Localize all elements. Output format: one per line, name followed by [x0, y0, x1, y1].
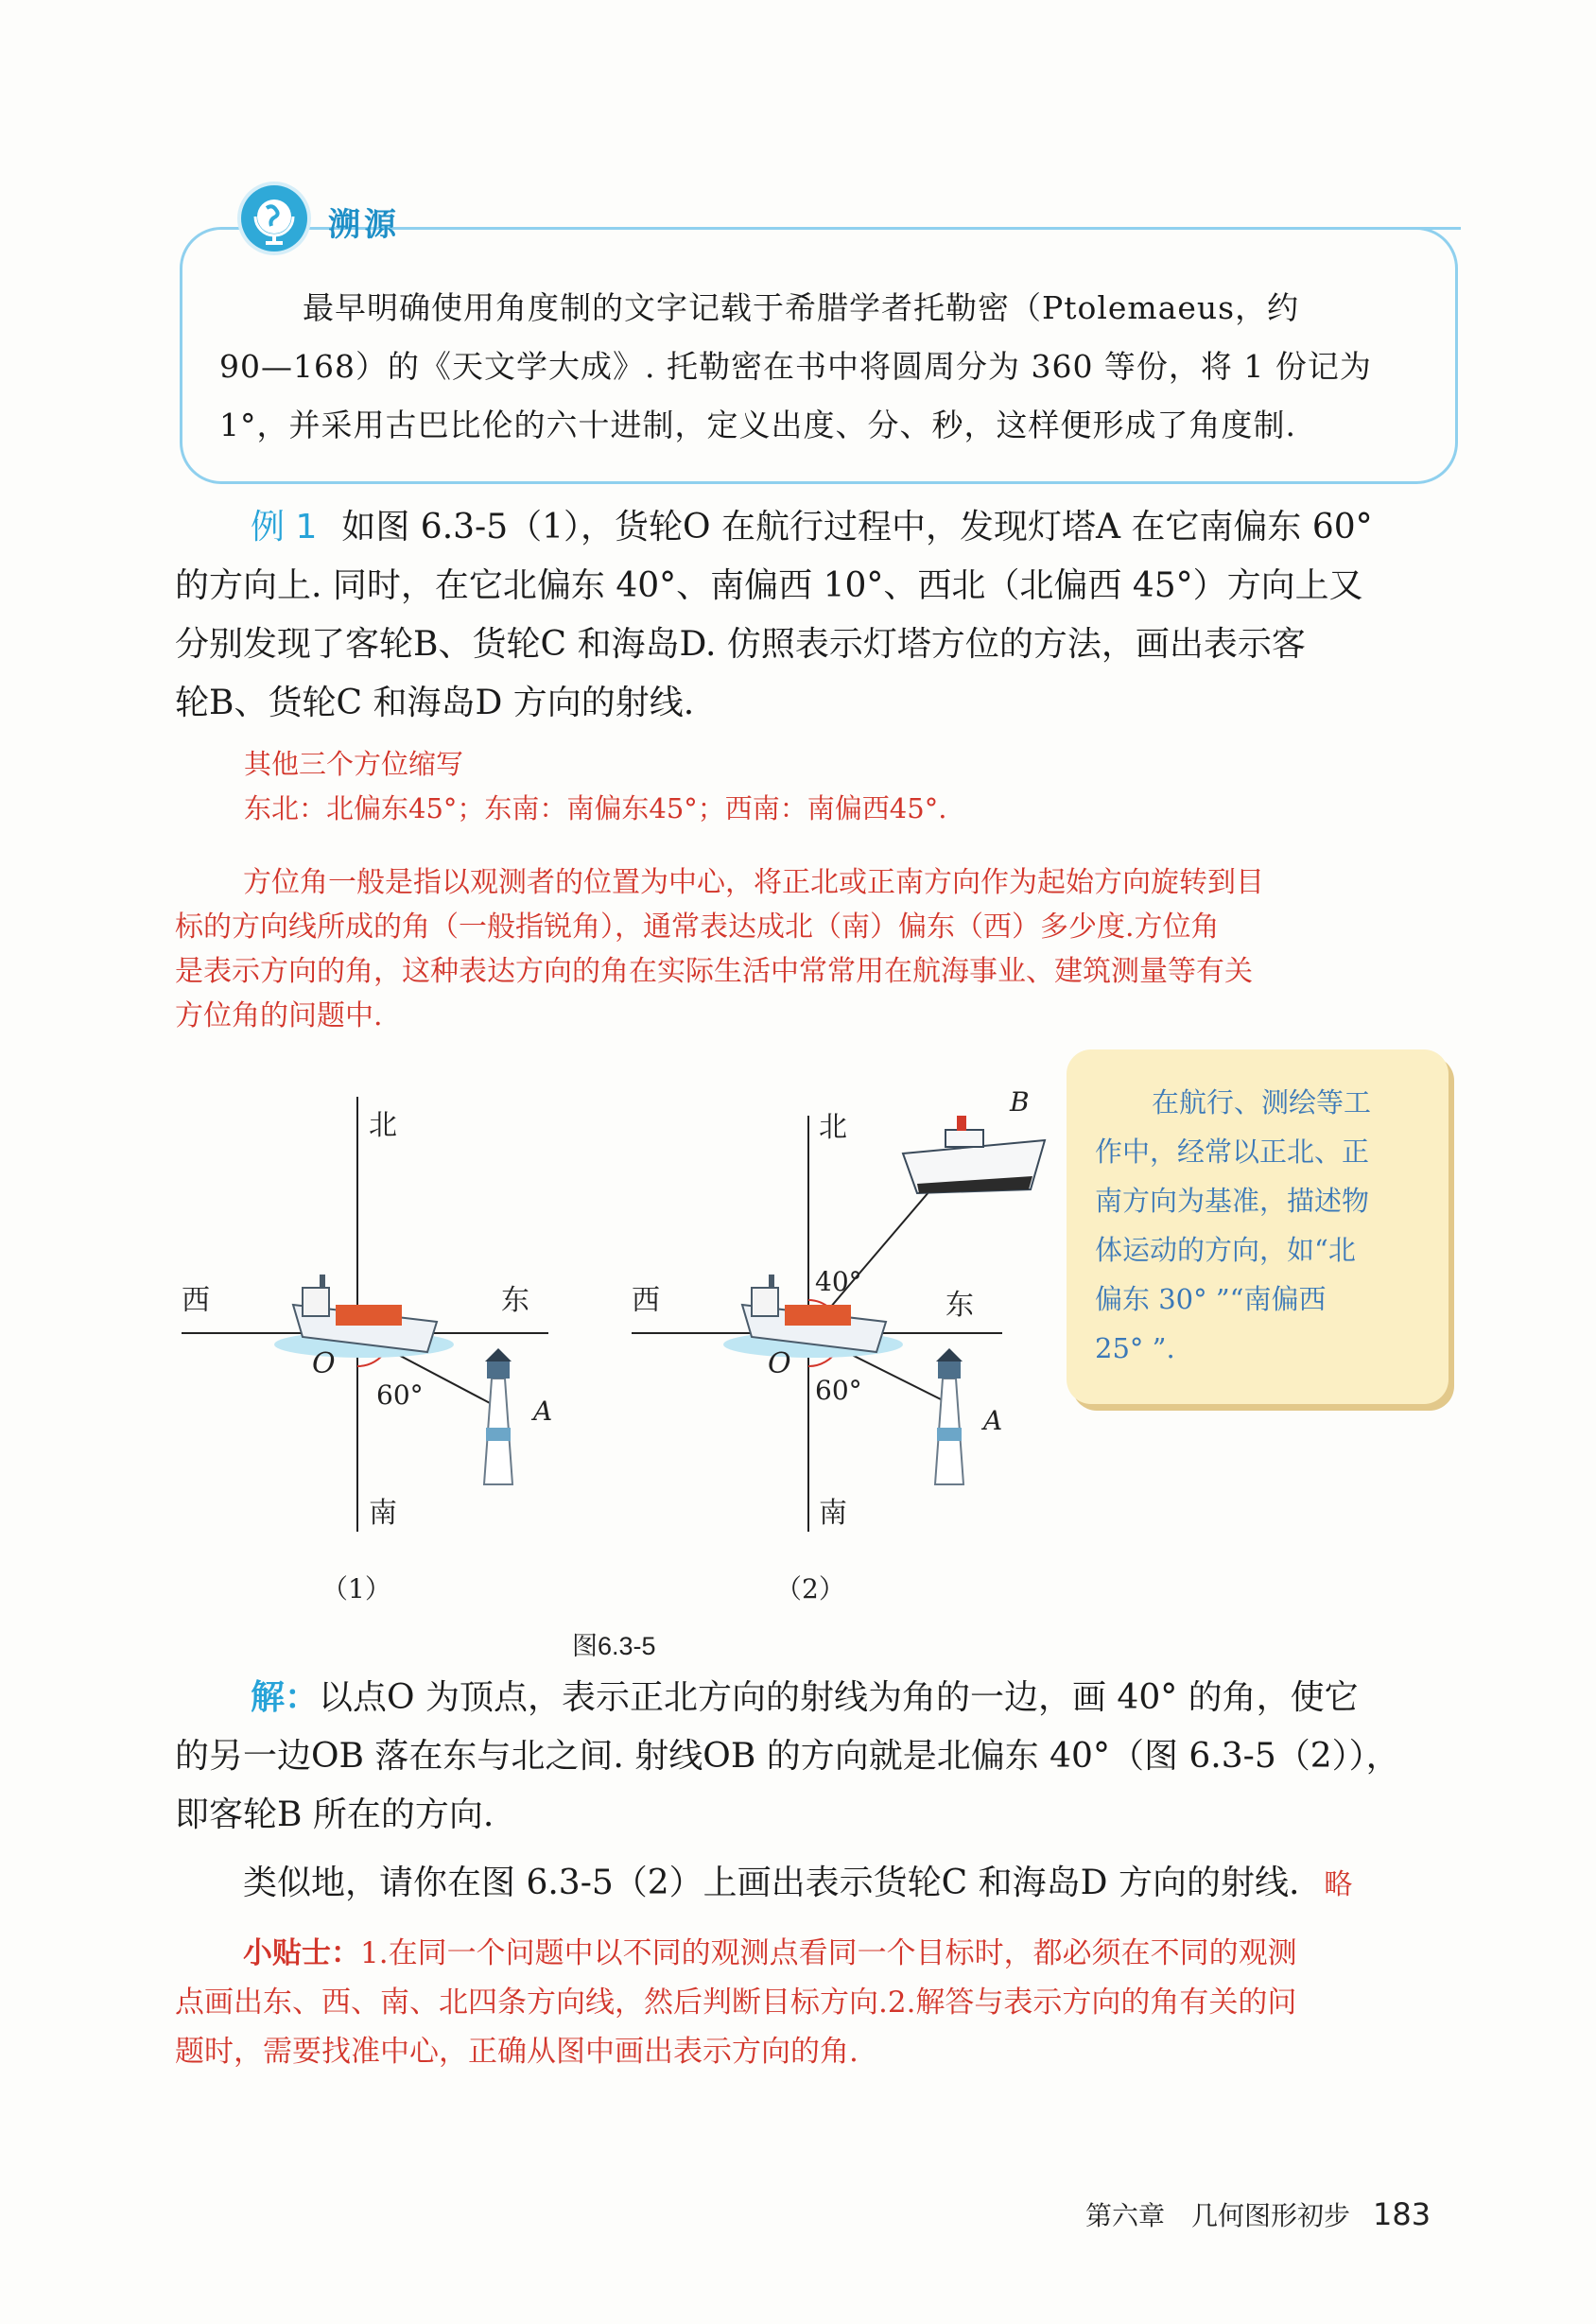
bearing-line: 是表示方向的角，这种表达方向的角在实际生活中常常用在航海事业、建筑测量等有关 [175, 955, 1253, 988]
tip-label: 小贴士： [243, 1936, 360, 1970]
example-label: 例 1 [251, 508, 318, 546]
label-north: 北 [819, 1111, 847, 1144]
history-line: 最早明确使用角度制的文字记载于希腊学者托勒密（Ptolemaeus，约 [303, 289, 1300, 326]
example-line: 轮B、货轮C 和海岛D 方向的射线. [175, 684, 695, 722]
side-note-line: 25° ”. [1095, 1332, 1175, 1364]
solution-line: 的另一边OB 落在东与北之间. 射线OB 的方向就是北偏东 40°（图 6.3-5（2））， [175, 1737, 1400, 1776]
solution [175, 1669, 1470, 1915]
cargo-ship-icon [723, 1275, 903, 1358]
figure-2 [632, 1086, 1045, 1604]
tip-line: 1.在同一个问题中以不同的观测点看同一个目标时，都必须在不同的观测 [360, 1936, 1297, 1970]
solution-label: 解： [251, 1678, 320, 1717]
lighthouse-icon [935, 1348, 963, 1484]
figure-6-3-5 [170, 1078, 1059, 1683]
label-40: 40° [815, 1266, 862, 1297]
label-o: O [768, 1347, 791, 1380]
caption-sub-1: （1） [321, 1573, 391, 1604]
label-60: 60° [376, 1379, 424, 1411]
example-line: 分别发现了客轮B、货轮C 和海岛D. 仿照表示灯塔方位的方法，画出表示客 [175, 625, 1306, 664]
side-note-line: 南方向为基准，描述物 [1095, 1185, 1370, 1217]
side-note-line: 作中，经常以正北、正 [1095, 1136, 1370, 1168]
tip-line: 点画出东、西、南、北四条方向线，然后判断目标方向.2.解答与表示方向的角有关的问 [175, 1986, 1297, 2020]
tip-line: 题时，需要找准中心，正确从图中画出表示方向的角. [175, 2035, 859, 2069]
bearing-note [175, 860, 1264, 1038]
abbrev-line: 东北：北偏东45°；东南：南偏东45°；西南：南偏西45°. [244, 792, 947, 824]
tip-note [175, 1929, 1480, 2076]
side-note-line: 在航行、测绘等工 [1152, 1086, 1372, 1119]
globe-icon [241, 185, 307, 251]
history-title: 溯源 [328, 206, 400, 244]
caption-sub-2: （2） [775, 1573, 845, 1604]
label-b: B [1010, 1086, 1030, 1118]
bearing-line: 方位角一般是指以观测者的位置为中心，将正北或正南方向作为起始方向旋转到目 [243, 866, 1264, 899]
example-1 [175, 498, 1470, 733]
label-a: A [983, 1405, 1003, 1436]
label-south: 南 [369, 1497, 397, 1530]
figure-1 [182, 1097, 552, 1604]
page-footer [1085, 2195, 1431, 2233]
abbrev-title: 其他三个方位缩写 [244, 748, 464, 780]
solution-followup: 类似地，请你在图 6.3-5（2）上画出表示货轮C 和海岛D 方向的射线. [243, 1864, 1300, 1902]
solution-line: 以点O 为顶点，表示正北方向的射线为角的一边，画 40° 的角，使它 [319, 1678, 1359, 1717]
history-line: 90—168）的《天文学大成》. 托勒密在书中将圆周分为 360 等份，将 1 份记为 [219, 348, 1372, 385]
history-line: 1°，并采用古巴比伦的六十进制，定义出度、分、秒，这样便形成了角度制. [219, 407, 1296, 443]
history-text [189, 279, 1418, 455]
label-west: 西 [632, 1284, 660, 1317]
bearing-line: 方位角的问题中. [175, 999, 383, 1032]
label-south: 南 [819, 1497, 847, 1530]
history-header [241, 185, 1461, 251]
chapter-title: 第六章 几何图形初步 [1085, 2200, 1351, 2231]
label-a: A [533, 1396, 553, 1427]
example-line: 如图 6.3-5（1），货轮O 在航行过程中，发现灯塔A 在它南偏东 60° [341, 508, 1373, 546]
passenger-ship-icon [903, 1116, 1045, 1193]
solution-answer: 略 [1324, 1868, 1353, 1901]
side-note-line: 体运动的方向，如“北 [1095, 1234, 1356, 1266]
label-east: 东 [501, 1284, 529, 1317]
bearing-line: 标的方向线所成的角（一般指锐角），通常表达成北（南）偏东（西）多少度.方位角 [175, 911, 1220, 944]
side-note [1067, 1049, 1449, 1404]
example-line: 的方向上. 同时，在它北偏东 40°、南偏西 10°、西北（北偏西 45°）方向上又 [175, 566, 1363, 605]
lighthouse-icon [484, 1348, 512, 1484]
cargo-ship-icon [274, 1275, 454, 1358]
abbrev-note [244, 742, 946, 831]
side-note-text [1095, 1078, 1428, 1373]
history-header-line [440, 227, 1461, 230]
side-note-line: 偏东 30° ”“南偏西 [1095, 1283, 1327, 1315]
label-60: 60° [815, 1375, 862, 1406]
page-number: 183 [1373, 2196, 1431, 2232]
label-o: O [312, 1347, 336, 1380]
label-east: 东 [945, 1289, 974, 1322]
solution-line: 即客轮B 所在的方向. [175, 1795, 494, 1834]
figure-caption: 图6.3-5 [572, 1632, 656, 1660]
label-west: 西 [182, 1284, 210, 1317]
label-north: 北 [369, 1109, 397, 1142]
